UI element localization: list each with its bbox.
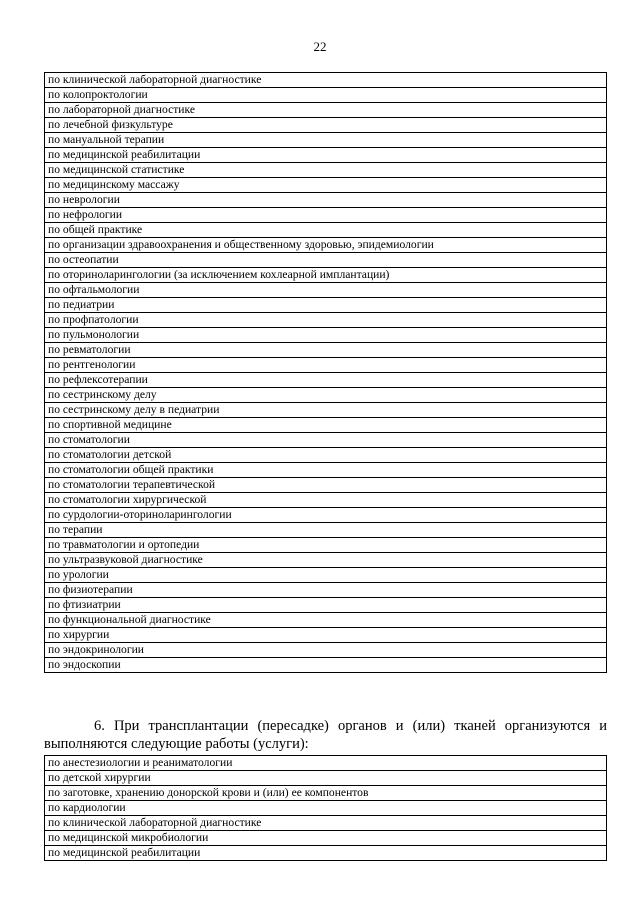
table-cell: по клинической лабораторной диагностике (45, 816, 607, 831)
table-cell: по урологии (45, 568, 607, 583)
table-cell: по кардиологии (45, 801, 607, 816)
table-cell: по колопроктологии (45, 88, 607, 103)
table-cell: по остеопатии (45, 253, 607, 268)
table-row (45, 403, 607, 418)
table-cell: по физиотерапии (45, 583, 607, 598)
table-cell: по сурдологии-оториноларингологии (45, 508, 607, 523)
table-cell: по ревматологии (45, 343, 607, 358)
table-row (45, 478, 607, 493)
table-cell: по пульмонологии (45, 328, 607, 343)
table-row (45, 178, 607, 193)
table-row (45, 298, 607, 313)
table-cell: по стоматологии детской (45, 448, 607, 463)
table-cell: по стоматологии терапевтической (45, 478, 607, 493)
table-row (45, 73, 607, 88)
table-cell: по эндокринологии (45, 643, 607, 658)
table-cell: по стоматологии хирургической (45, 493, 607, 508)
table-row (45, 268, 607, 283)
table-row (45, 328, 607, 343)
table-row (45, 163, 607, 178)
table-cell: по сестринскому делу (45, 388, 607, 403)
table-cell: по мануальной терапии (45, 133, 607, 148)
table-row (45, 801, 607, 816)
table-row (45, 148, 607, 163)
table-row (45, 448, 607, 463)
table-cell: по рентгенологии (45, 358, 607, 373)
table-cell: по профпатологии (45, 313, 607, 328)
table-row (45, 418, 607, 433)
table-cell: по сестринскому делу в педиатрии (45, 403, 607, 418)
table-row (45, 358, 607, 373)
table-row (45, 643, 607, 658)
table-cell: по лечебной физкультуре (45, 118, 607, 133)
table-row (45, 103, 607, 118)
table-cell: по ультразвуковой диагностике (45, 553, 607, 568)
table-cell: по общей практике (45, 223, 607, 238)
table-row (45, 238, 607, 253)
table-cell: по медицинскому массажу (45, 178, 607, 193)
table-cell: по рефлексотерапии (45, 373, 607, 388)
table-cell: по спортивной медицине (45, 418, 607, 433)
table-cell: по лабораторной диагностике (45, 103, 607, 118)
table-cell: по стоматологии общей практики (45, 463, 607, 478)
table-cell: по педиатрии (45, 298, 607, 313)
table-row (45, 343, 607, 358)
table-cell: по медицинской реабилитации (45, 148, 607, 163)
table-cell: по функциональной диагностике (45, 613, 607, 628)
table-row (45, 846, 607, 861)
services-table-1 (44, 72, 607, 673)
table-row (45, 388, 607, 403)
table-row (45, 831, 607, 846)
table-row (45, 658, 607, 673)
table-row (45, 568, 607, 583)
table-row (45, 463, 607, 478)
table-cell: по клинической лабораторной диагностике (45, 73, 607, 88)
table-row (45, 433, 607, 448)
services-table-1-body (45, 73, 607, 673)
table-cell: по офтальмологии (45, 283, 607, 298)
table-cell: по медицинской микробиологии (45, 831, 607, 846)
table-cell: по терапии (45, 523, 607, 538)
table-cell: по медицинской реабилитации (45, 846, 607, 861)
table-cell: по оториноларингологии (за исключением кохлеарной имплантации) (45, 268, 607, 283)
table-row (45, 313, 607, 328)
table-cell: по фтизиатрии (45, 598, 607, 613)
table-row (45, 538, 607, 553)
table-row (45, 508, 607, 523)
table-row (45, 193, 607, 208)
table-row (45, 771, 607, 786)
table-cell: по детской хирургии (45, 771, 607, 786)
table-cell: по неврологии (45, 193, 607, 208)
table-cell: по заготовке, хранению донорской крови и (или) ее компонентов (45, 786, 607, 801)
table-row (45, 118, 607, 133)
services-table-2 (44, 755, 607, 861)
table-cell: по эндоскопии (45, 658, 607, 673)
table-row (45, 786, 607, 801)
table-cell: по анестезиологии и реаниматологии (45, 756, 607, 771)
page-number: 22 (313, 39, 327, 54)
table-cell: по организации здравоохранения и общественному здоровью, эпидемиологии (45, 238, 607, 253)
table-row (45, 523, 607, 538)
table-cell: по медицинской статистике (45, 163, 607, 178)
table-row (45, 88, 607, 103)
table-row (45, 628, 607, 643)
table-row (45, 283, 607, 298)
table-row (45, 553, 607, 568)
table-row (45, 253, 607, 268)
table-row (45, 208, 607, 223)
services-table-2-body (45, 756, 607, 861)
table-row (45, 756, 607, 771)
table-row (45, 133, 607, 148)
table-row (45, 598, 607, 613)
table-cell: по травматологии и ортопедии (45, 538, 607, 553)
table-row (45, 613, 607, 628)
table-row (45, 583, 607, 598)
section-6-paragraph: 6. При трансплантации (пересадке) органов и (или) тканей организуются и выполняются следующие работы (услуги): (44, 717, 607, 752)
table-cell: по нефрологии (45, 208, 607, 223)
table-row (45, 493, 607, 508)
table-row (45, 223, 607, 238)
table-row (45, 816, 607, 831)
table-cell: по стоматологии (45, 433, 607, 448)
table-row (45, 373, 607, 388)
table-cell: по хирургии (45, 628, 607, 643)
